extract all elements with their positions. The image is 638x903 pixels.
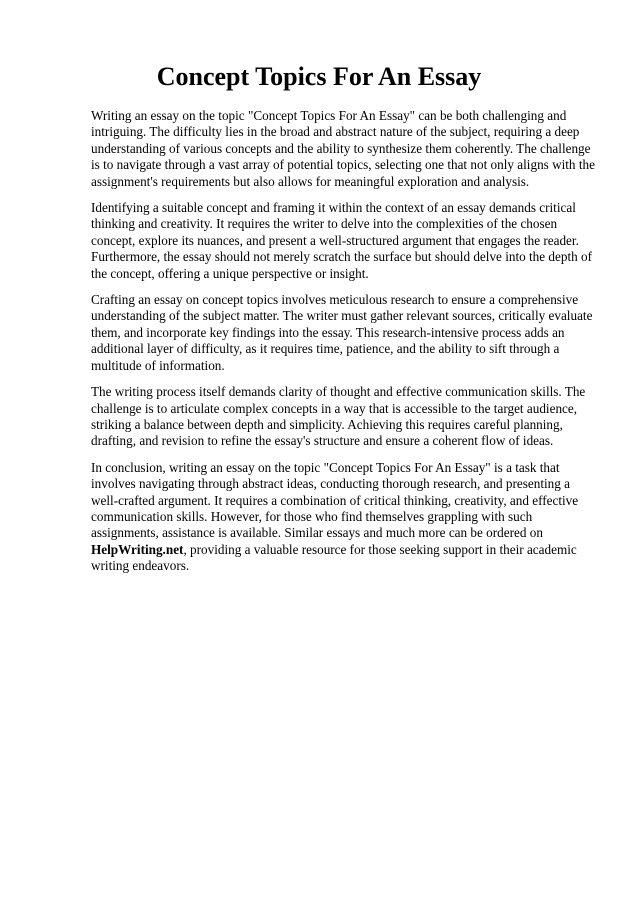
paragraph-4: The writing process itself demands clarity of thought and effective communication skills. The challenge is to articulate complex concepts in a way that is accessible to the target audience, striking a balance between depth and simplicity. Achieving this requires careful planning, drafting, and revision to refine the essay's structure and ensure a coherent flow of ideas. bbox=[91, 384, 586, 449]
paragraph-1: Writing an essay on the topic "Concept Topics For An Essay" can be both challenging and intriguing. The difficulty lies in the broad and abstract nature of the subject, requiring a deep understanding of various concepts and the ability to synthesize them coherently. The challenge is to navigate through a vast array of potential topics, selecting one that not only aligns with the assignment's requirements but also allows for meaningful exploration and analysis. bbox=[91, 108, 595, 189]
document-title: Concept Topics For An Essay bbox=[156, 62, 482, 91]
paragraph-3: Crafting an essay on concept topics involves meticulous research to ensure a comprehensive understanding of the subject matter. The writer must gather relevant sources, critically evaluate them, and incorporate key findings into the essay. This research-intensive process adds an additional layer of difficulty, as it requires time, patience, and the ability to sift through a multitude of information. bbox=[91, 292, 593, 373]
paragraph-conclusion bbox=[91, 460, 597, 575]
conclusion-text-end: , providing a valuable resource for those seeking support in their academic writing endeavors. bbox=[91, 541, 577, 574]
paragraph-2: Identifying a suitable concept and framing it within the context of an essay demands critical thinking and creativity. It requires the writer to delve into the complexities of the chosen concept, explore its nuances, and present a well-structured argument that engages the reader. Furthermore, the essay should not merely scratch the surface but should delve into the depth of the concept, offering a unique perspective or insight. bbox=[91, 200, 592, 281]
conclusion-text: In conclusion, writing an essay on the topic "Concept Topics For An Essay" is a task that involves navigating through abstract ideas, conducting thorough research, and presenting a well-crafted argument. It requires a combination of critical thinking, creativity, and effective communication skills. However, for those who find themselves grappling with such assignments, assistance is available. Similar essays and much more can be ordered on bbox=[91, 459, 579, 541]
helpwriting-link[interactable]: HelpWriting.net bbox=[91, 541, 184, 557]
document-body bbox=[91, 108, 597, 585]
